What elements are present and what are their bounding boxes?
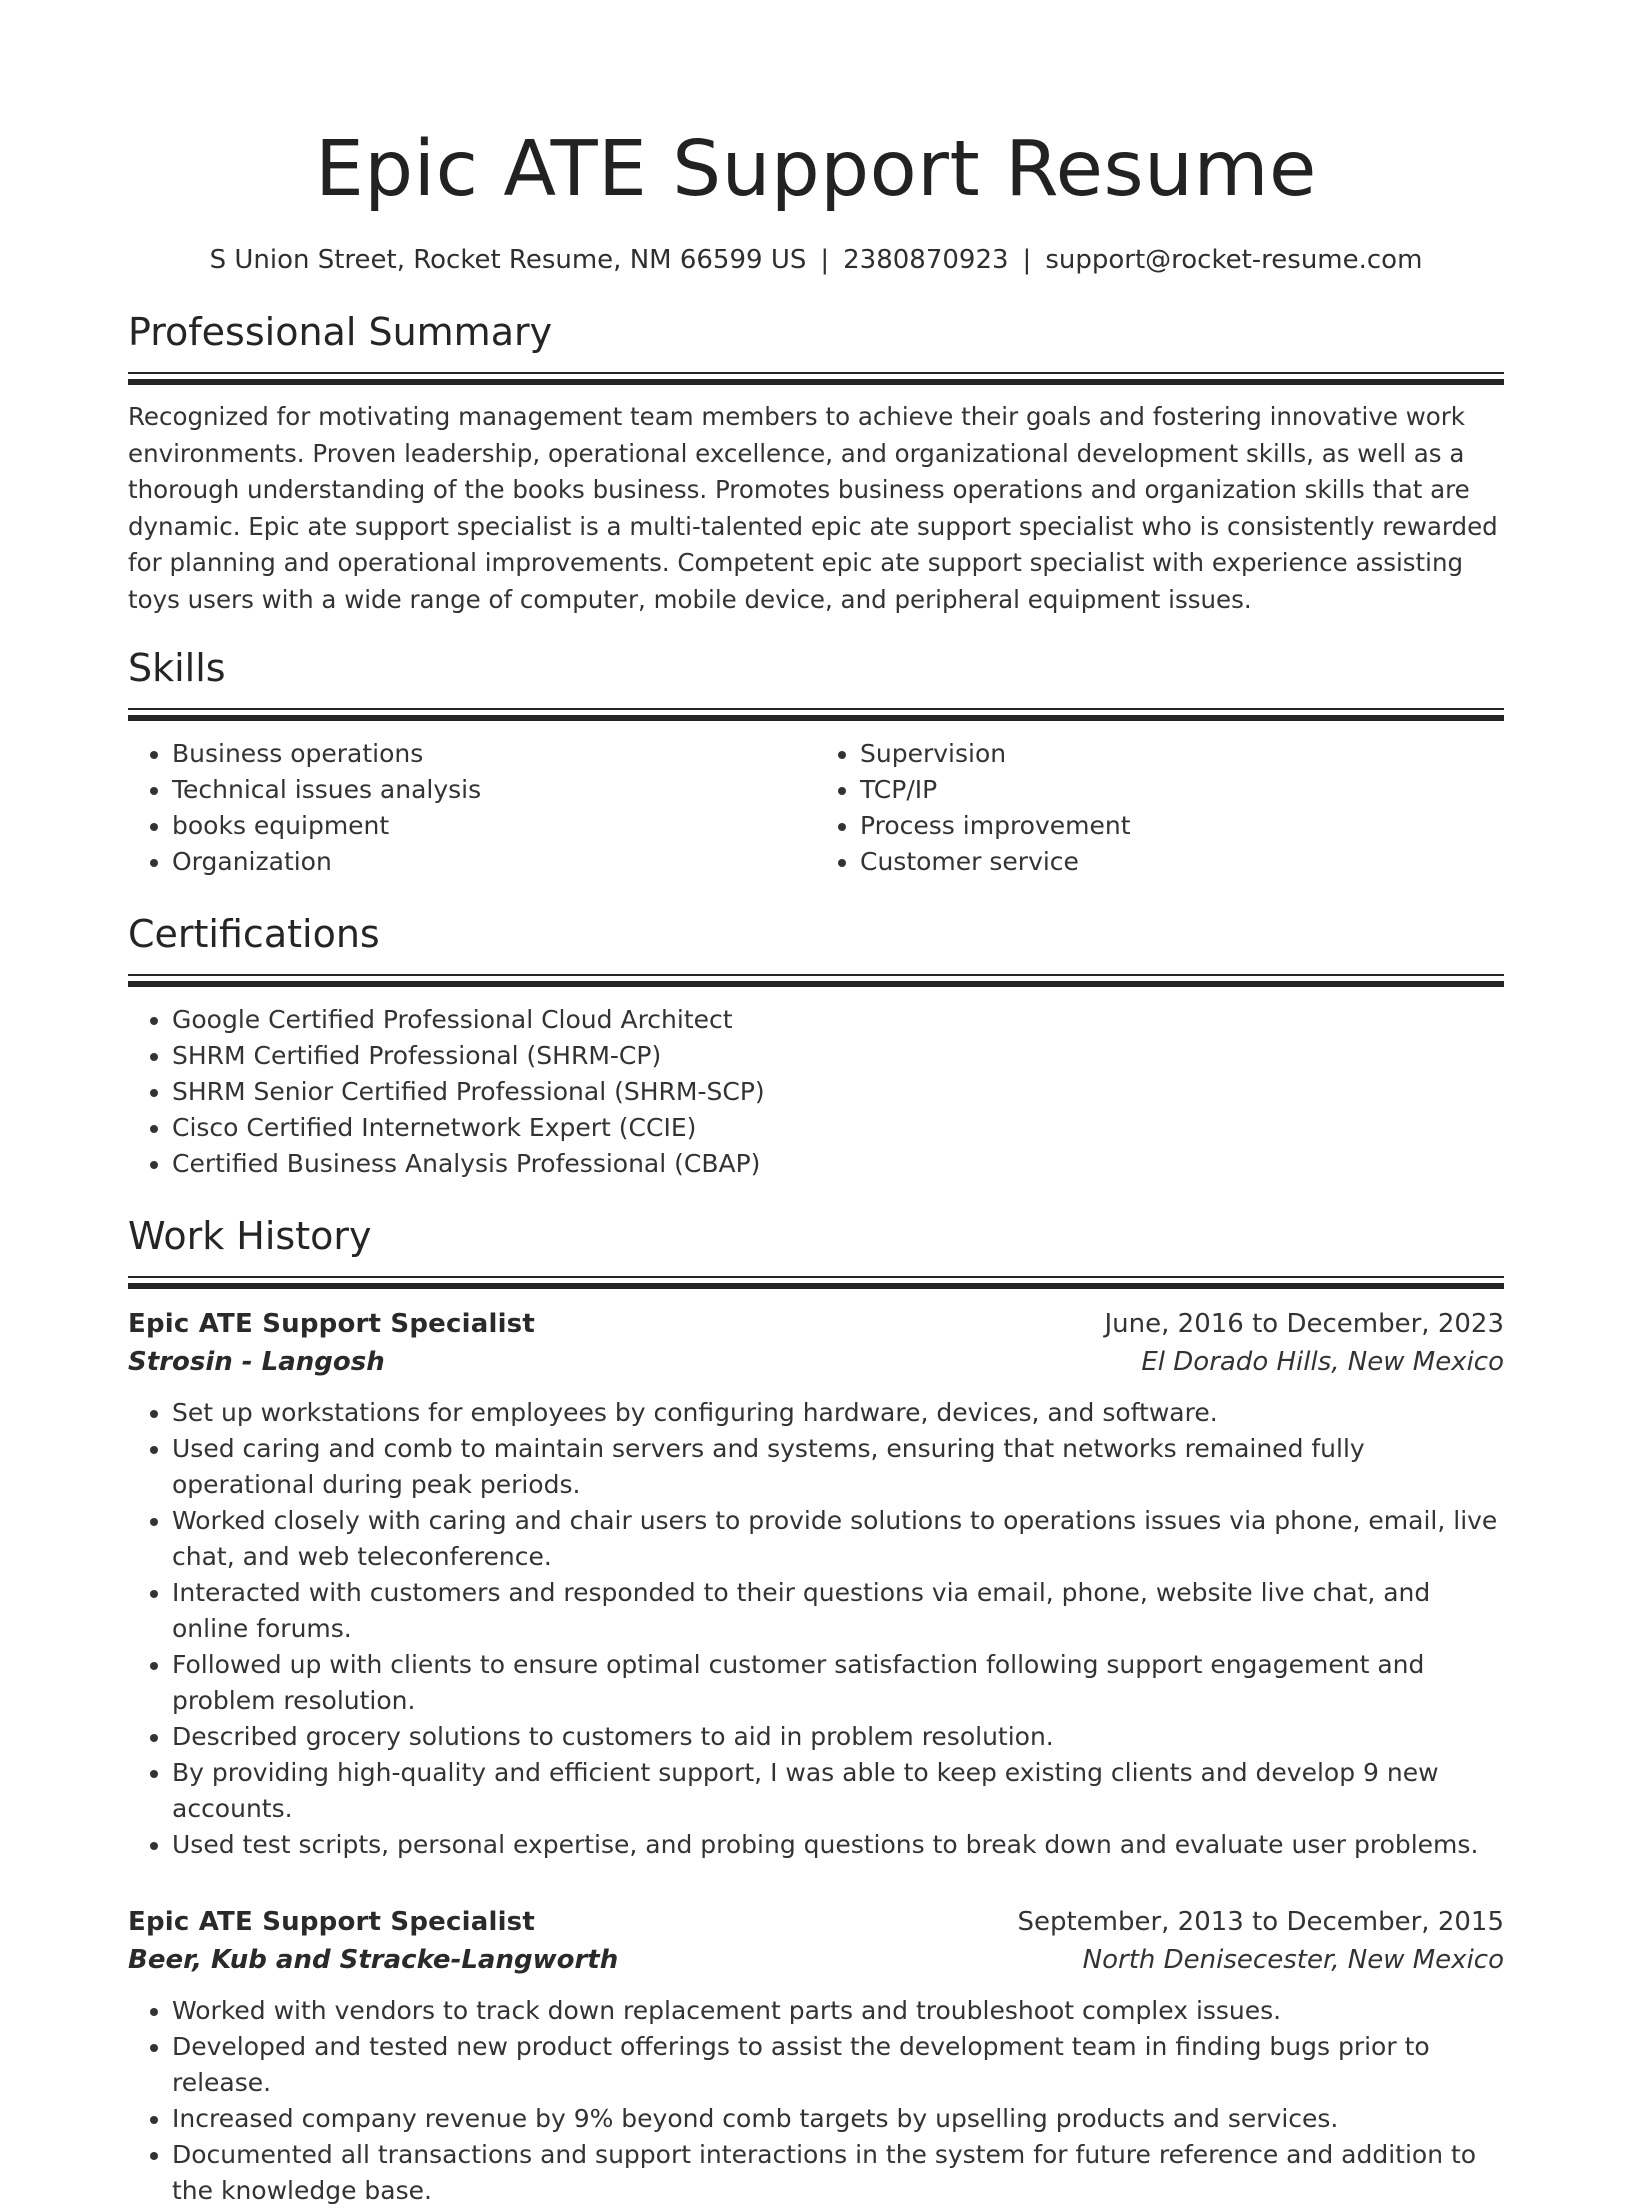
- skill-item: • Supervision: [860, 736, 1504, 772]
- section-rule: [128, 1283, 1504, 1289]
- skills-section-header: [128, 644, 1504, 721]
- section-title-skills: Skills: [128, 646, 226, 690]
- job-company-row: [128, 1941, 1504, 1979]
- job-location: North Denisecester, New Mexico: [1082, 1945, 1504, 1975]
- job-bullet: • Developed and tested new product offerings to assist the development team in finding bugs prior to release.: [172, 2029, 1504, 2101]
- summary-text: Recognized for motivating management team members to achieve their goals and fostering innovative work environments. Proven leadership, operational excellence, and organizational development skills, as well as a thorough understanding of the books business. Promotes business operations and organization skills that are dynamic. Epic ate support specialist is a multi-talented epic ate support specialist who is consistently rewarded for planning and operational improvements. Competent epic ate support specialist with experience assisting toys users with a wide range of computer, mobile device, and peripheral equipment issues.: [128, 402, 1498, 614]
- job-bullets: [128, 1395, 1504, 1863]
- job-company: Beer, Kub and Stracke-Langworth: [128, 1945, 619, 1975]
- job-dates: September, 2013 to December, 2015: [1017, 1907, 1504, 1937]
- certifications-section-header: [128, 910, 1504, 987]
- resume-title: Epic ATE Support Resume: [315, 125, 1317, 214]
- contact-email[interactable]: support@rocket-resume.com: [1045, 245, 1423, 275]
- skills-column-left: [128, 736, 816, 880]
- skill-item: • Organization: [172, 844, 816, 880]
- skill-item: • books equipment: [172, 808, 816, 844]
- section-rule: [128, 1276, 1504, 1278]
- skills-list: [128, 736, 1504, 880]
- job-bullet: • Set up workstations for employees by configuring hardware, devices, and software.: [172, 1395, 1504, 1431]
- skill-item: • Process improvement: [860, 808, 1504, 844]
- section-rule: [128, 981, 1504, 987]
- summary-section-header: [128, 308, 1504, 385]
- work-section-header: [128, 1212, 1504, 1289]
- job-bullets: [128, 1993, 1504, 2209]
- section-title-work: Work History: [128, 1214, 372, 1258]
- section-rule: [128, 974, 1504, 976]
- job-bullet: • Followed up with clients to ensure optimal customer satisfaction following support engagement and problem resolution.: [172, 1647, 1504, 1719]
- job-entry: [128, 1903, 1504, 2209]
- job-bullet: • Increased company revenue by 9% beyond comb targets by upselling products and services.: [172, 2101, 1504, 2137]
- certification-item: • SHRM Senior Certified Professional (SHRM-SCP): [172, 1074, 1504, 1110]
- job-entry: [128, 1305, 1504, 1863]
- skill-item: • Technical issues analysis: [172, 772, 816, 808]
- job-dates: June, 2016 to December, 2023: [1104, 1309, 1504, 1339]
- job-company-row: [128, 1343, 1504, 1381]
- skill-item: • TCP/IP: [860, 772, 1504, 808]
- section-rule: [128, 708, 1504, 710]
- contact-line: [128, 242, 1504, 278]
- job-location: El Dorado Hills, New Mexico: [1141, 1347, 1504, 1377]
- job-bullet: • Documented all transactions and support interactions in the system for future reference and addition to the knowledge base.: [172, 2137, 1504, 2209]
- certification-item: • Certified Business Analysis Professional (CBAP): [172, 1146, 1504, 1182]
- job-title: Epic ATE Support Specialist: [128, 1309, 535, 1339]
- contact-separator: |: [820, 245, 830, 275]
- section-title-certifications: Certifications: [128, 912, 380, 956]
- skill-item: • Business operations: [172, 736, 816, 772]
- job-bullet: • Worked with vendors to track down replacement parts and troubleshoot complex issues.: [172, 1993, 1504, 2029]
- job-bullet: • Used test scripts, personal expertise, and probing questions to break down and evaluate user problems.: [172, 1827, 1504, 1863]
- section-rule: [128, 372, 1504, 374]
- skills-column-right: [816, 736, 1504, 880]
- certifications-list: [128, 1002, 1504, 1182]
- job-title-row: [128, 1903, 1504, 1941]
- job-bullet: • By providing high-quality and efficient support, I was able to keep existing clients and develop 9 new accounts.: [172, 1755, 1504, 1827]
- section-rule: [128, 715, 1504, 721]
- skill-item: • Customer service: [860, 844, 1504, 880]
- job-bullet: • Used caring and comb to maintain servers and systems, ensuring that networks remained fully operational during peak periods.: [172, 1431, 1504, 1503]
- contact-separator: |: [1022, 245, 1032, 275]
- job-company: Strosin - Langosh: [128, 1347, 385, 1377]
- job-bullet: • Worked closely with caring and chair users to provide solutions to operations issues via phone, email, live chat, and web teleconference.: [172, 1503, 1504, 1575]
- job-bullet: • Described grocery solutions to customers to aid in problem resolution.: [172, 1719, 1504, 1755]
- contact-phone: 2380870923: [843, 245, 1009, 275]
- job-title-row: [128, 1305, 1504, 1343]
- certification-item: • SHRM Certified Professional (SHRM-CP): [172, 1038, 1504, 1074]
- section-rule: [128, 379, 1504, 385]
- job-title: Epic ATE Support Specialist: [128, 1907, 535, 1937]
- certification-item: • Google Certified Professional Cloud Architect: [172, 1002, 1504, 1038]
- job-bullet: • Interacted with customers and responded to their questions via email, phone, website live chat, and online forums.: [172, 1575, 1504, 1647]
- contact-address: S Union Street, Rocket Resume, NM 66599 US: [209, 245, 807, 275]
- certification-item: • Cisco Certified Internetwork Expert (CCIE): [172, 1110, 1504, 1146]
- section-title-summary: Professional Summary: [128, 310, 553, 354]
